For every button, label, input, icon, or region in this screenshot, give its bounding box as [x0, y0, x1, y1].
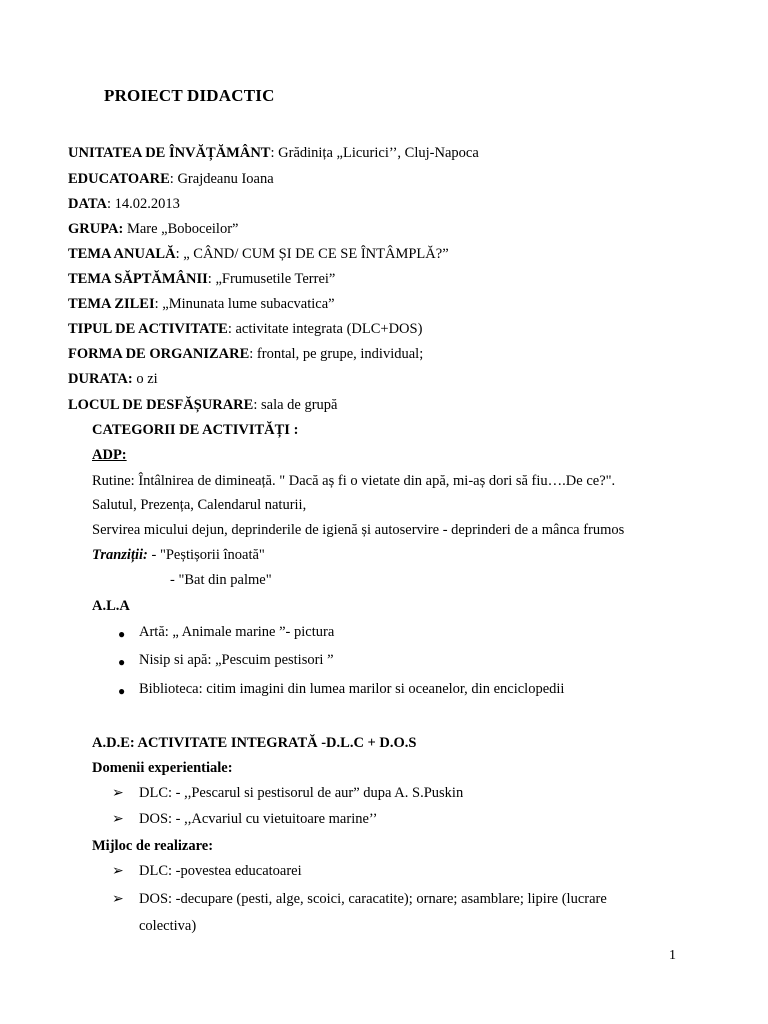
arrow-bullet-icon: ➢	[112, 892, 124, 907]
field-tema-anuala: TEMA ANUALĂ: „ CÂND/ CUM ȘI DE CE SE ÎNTÂMPLĂ?”	[68, 246, 449, 262]
adp-tranzitii-2: - "Bat din palme"	[170, 572, 272, 588]
adp-salutul: Salutul, Prezența, Calendarul naturii,	[92, 497, 307, 513]
ala-item-nisip: Nisip si apă: „Pescuim pestisori ”	[139, 652, 334, 668]
field-tipul-activitate: TIPUL DE ACTIVITATE: activitate integrata (DLC+DOS)	[68, 321, 423, 337]
mijloc-heading: Mijloc de realizare:	[92, 838, 214, 854]
field-grupa: GRUPA: Mare „Boboceilor”	[68, 221, 239, 237]
adp-rutine: Rutine: Întâlnirea de dimineață. " Dacă aș fi o vietate din apă, mi-aș dori să fiu….De ce?".	[92, 473, 616, 489]
field-tema-saptamanii: TEMA SĂPTĂMÂNII: „Frumusetile Terrei”	[68, 271, 336, 287]
mijloc-dos-cont: colectiva)	[139, 918, 197, 934]
ade-heading: A.D.E: ACTIVITATE INTEGRATĂ -D.L.C + D.O.S	[92, 735, 417, 751]
ala-item-arta: Artă: „ Animale marine ”- pictura	[139, 624, 335, 640]
mijloc-dos: DOS: -decupare (pesti, alge, scoici, caracatite); ornare; asamblare; lipire (lucrare	[139, 891, 607, 907]
field-forma-organizare: FORMA DE ORGANIZARE: frontal, pe grupe, individual;	[68, 346, 424, 362]
field-tema-zilei: TEMA ZILEI: „Minunata lume subacvatica”	[68, 296, 335, 312]
field-locul: LOCUL DE DESFĂȘURARE: sala de grupă	[68, 397, 338, 413]
bullet-icon: ●	[118, 627, 126, 641]
adp-tranzitii: Tranziții: - "Peștișorii înoată"	[92, 547, 265, 563]
field-durata: DURATA: o zi	[68, 371, 158, 387]
field-unitatea: UNITATEA DE ÎNVĂȚĂMÂNT: Grădinița „Licurici’’, Cluj-Napoca	[68, 145, 479, 161]
ala-heading: A.L.A	[92, 598, 130, 614]
field-data: DATA: 14.02.2013	[68, 196, 180, 212]
ala-item-biblioteca: Biblioteca: citim imagini din lumea marilor si oceanelor, din enciclopedii	[139, 681, 565, 697]
bullet-icon: ●	[118, 655, 126, 669]
categorii-heading: CATEGORII DE ACTIVITĂȚI :	[92, 422, 299, 438]
field-educatoare: EDUCATOARE: Grajdeanu Ioana	[68, 171, 274, 187]
domenii-dos: DOS: - ,,Acvariul cu vietuitoare marine’’	[139, 811, 378, 827]
mijloc-dlc: DLC: -povestea educatoarei	[139, 863, 302, 879]
arrow-bullet-icon: ➢	[112, 786, 124, 801]
adp-heading: ADP:	[92, 447, 127, 463]
domenii-heading: Domenii experientiale:	[92, 760, 233, 776]
arrow-bullet-icon: ➢	[112, 812, 124, 827]
domenii-dlc: DLC: - ,,Pescarul si pestisorul de aur” dupa A. S.Puskin	[139, 785, 464, 801]
page-number: 1	[669, 948, 676, 963]
arrow-bullet-icon: ➢	[112, 864, 124, 879]
adp-servirea: Servirea micului dejun, deprinderile de igienă și autoservire - deprinderi de a mânca frumos	[92, 522, 625, 538]
bullet-icon: ●	[118, 684, 126, 698]
document-title: PROIECT DIDACTIC	[104, 86, 275, 105]
